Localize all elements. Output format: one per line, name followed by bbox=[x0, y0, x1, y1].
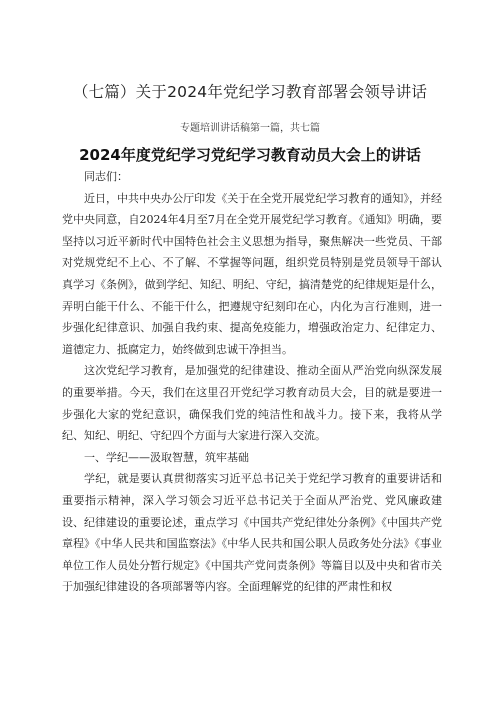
paragraph-1: 近日，中共中央办公厅印发《关于在全党开展党纪学习教育的通知》，并经党中央同意，自2024年4月至7月在全党开展党纪学习教育。《通知》明确，要坚持以习近平新时代中国特色社会主义思想为指导，聚焦解决一些党员、干部对党规党纪不上心、不了解、不掌握等问题，组织党员特别是党员领导干部认真学习《条例》，做到学纪、知纪、明纪、守纪，搞清楚党的纪律规矩是什么，弄明白能干什么、不能干什么，把遵规守纪刻印在心，内化为言行准则，进一步强化纪律意识、加强自我约束、提高免疫能力，增强政治定力、纪律定力、道德定力、抵腐定力，始终做到忠诚干净担当。 bbox=[62, 191, 442, 356]
document-body bbox=[62, 166, 442, 598]
document-title: （七篇）关于2024年党纪学习教育部署会领导讲话 bbox=[72, 83, 428, 101]
paragraph-2: 这次党纪学习教育，是加强党的纪律建设、推动全面从严治党向纵深发展的重要举措。今天，我们在这里召开党纪学习教育动员大会，目的就是要进一步强化大家的党纪意识，确保我们党的纯洁性和战斗力。接下来，我将从学纪、知纪、明纪、守纪四个方面与大家进行深入交流。 bbox=[62, 364, 442, 443]
section-paragraph: 学纪，就是要认真贯彻落实习近平总书记关于党纪学习教育的重要讲话和重要指示精神，深入学习领会习近平总书记关于全面从严治党、党风廉政建设、纪律建设的重要论述，重点学习《中国共产党纪律处分条例》《中国共产党章程》《中华人民共和国监察法》《中华人民共和国公职人员政务处分法》《事业单位工作人员处分暂行规定》《中国共产党问责条例》等篇目以及中央和省市关于加强纪律建设的各项部署等内容。全面理解党的纪律的严肃性和权 bbox=[62, 472, 442, 594]
section-heading: 一、学纪——汲取智慧，筑牢基础 bbox=[84, 450, 249, 464]
salutation: 同志们： bbox=[84, 170, 128, 183]
speech-title: 2024年度党纪学习党纪学习教育动员大会上的讲话 bbox=[79, 146, 421, 164]
document-subtitle: 专题培训讲话稿第一篇，共七篇 bbox=[180, 123, 320, 134]
